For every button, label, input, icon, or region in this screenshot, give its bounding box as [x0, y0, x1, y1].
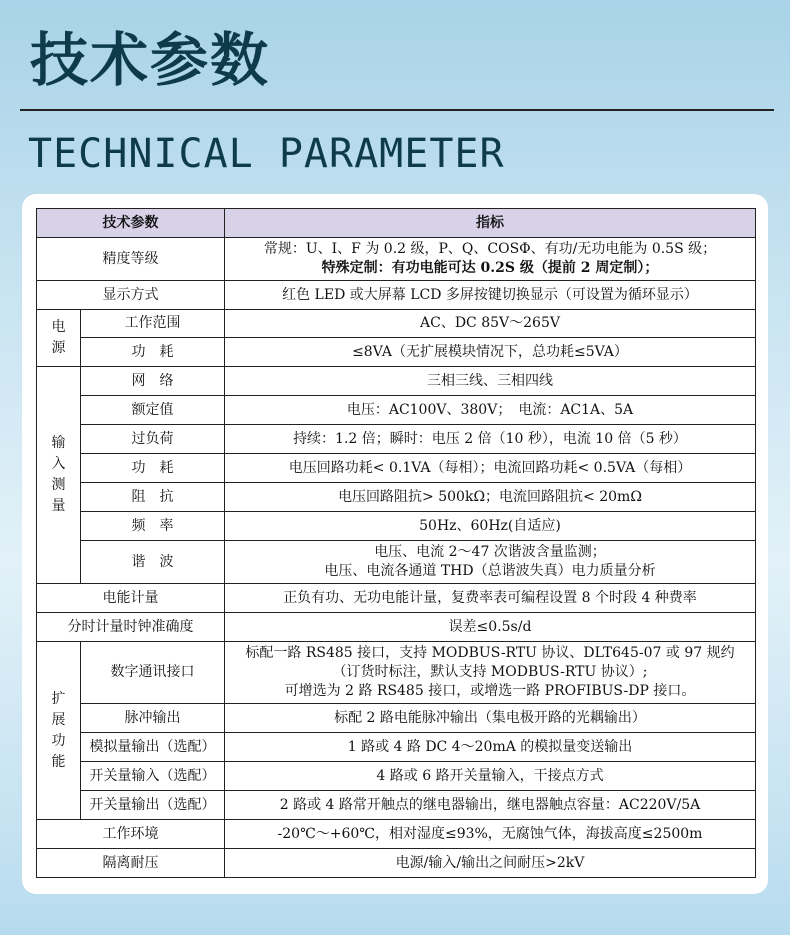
table-row [37, 849, 756, 878]
energy-value: 正负有功、无功电能计量，复费率表可编程设置 8 个时段 4 种费率 [225, 584, 756, 613]
di-value: 4 路或 6 路开关量输入，干接点方式 [225, 762, 756, 791]
page-title-chinese: 技术参数 [30, 26, 271, 94]
impedance-label: 阻 抗 [81, 483, 225, 512]
comm-line-1: 标配一路 RS485 接口，支持 MODBUS-RTU 协议、DLT645-07 或 97 规约 [245, 645, 735, 661]
input-consumption-label: 功 耗 [81, 454, 225, 483]
table-row [37, 762, 756, 791]
power-group-label [37, 310, 81, 367]
table-row [37, 310, 756, 338]
env-label: 工作环境 [37, 820, 225, 849]
input-group-char: 量 [51, 498, 66, 514]
isolation-label: 隔离耐压 [37, 849, 225, 878]
display-value: 红色 LED 或大屏幕 LCD 多屏按键切换显示（可设置为循环显示） [225, 281, 756, 310]
table-row [37, 367, 756, 396]
header-spec: 指标 [225, 209, 756, 238]
title-divider [20, 109, 774, 111]
ext-group-char: 功 [51, 732, 66, 749]
table-row [37, 454, 756, 483]
harmonic-label: 谐 波 [81, 541, 225, 584]
page-title-english: TECHNICAL PARAMETER [28, 131, 505, 177]
harmonic-value [225, 541, 756, 584]
input-group-char: 入 [51, 456, 66, 472]
frequency-label: 频 率 [81, 512, 225, 541]
table-row [37, 238, 756, 281]
parameter-table [36, 208, 756, 878]
ext-group-char: 扩 [51, 690, 66, 707]
rated-value: 电压：AC100V、380V； 电流：AC1A、5A [225, 396, 756, 425]
power-group-char: 源 [51, 340, 66, 356]
input-group-char: 测 [51, 477, 66, 493]
table-row [37, 613, 756, 642]
ext-group-char: 展 [51, 711, 66, 728]
table-row [37, 483, 756, 512]
accuracy-label: 精度等级 [37, 238, 225, 281]
di-label: 开关量输入（选配） [81, 762, 225, 791]
pulse-label: 脉冲输出 [81, 704, 225, 733]
analog-value: 1 路或 4 路 DC 4～20mA 的模拟量变送输出 [225, 733, 756, 762]
power-group-char: 电 [51, 319, 66, 335]
comm-line-2: （订货时标注，默认支持 MODBUS-RTU 协议）; [332, 664, 648, 680]
table-row [37, 396, 756, 425]
harmonic-line-2: 电压、电流各通道 THD（总谐波失真）电力质量分析 [324, 563, 656, 579]
env-value: -20℃～+60℃，相对湿度≤93%，无腐蚀气体，海拔高度≤2500m [225, 820, 756, 849]
ext-group-label [37, 642, 81, 820]
overload-value: 持续：1.2 倍；瞬时：电压 2 倍（10 秒），电流 10 倍（5 秒） [225, 425, 756, 454]
rated-label: 额定值 [81, 396, 225, 425]
do-label: 开关量输出（选配） [81, 791, 225, 820]
table-row [37, 281, 756, 310]
analog-label: 模拟量输出（选配） [81, 733, 225, 762]
comm-label: 数字通讯接口 [81, 642, 225, 704]
table-row [37, 512, 756, 541]
table-row [37, 642, 756, 704]
table-row [37, 820, 756, 849]
power-range-value: AC、DC 85V～265V [225, 310, 756, 338]
input-group-char: 输 [51, 435, 66, 451]
table-row [37, 733, 756, 762]
input-consumption-value: 电压回路功耗< 0.1VA（每相）；电流回路功耗< 0.5VA（每相） [225, 454, 756, 483]
impedance-value: 电压回路阻抗> 500kΩ；电流回路阻抗< 20mΩ [225, 483, 756, 512]
header-parameter: 技术参数 [37, 209, 225, 238]
table-row [37, 338, 756, 367]
table-row [37, 584, 756, 613]
power-consumption-label: 功 耗 [81, 338, 225, 367]
energy-label: 电能计量 [37, 584, 225, 613]
network-value: 三相三线、三相四线 [225, 367, 756, 396]
power-range-label: 工作范围 [81, 310, 225, 338]
isolation-value: 电源/输入/输出之间耐压>2kV [225, 849, 756, 878]
table-header-row [37, 209, 756, 238]
accuracy-line-1: 常规：U、I、F 为 0.2 级，P、Q、COSΦ、有功/无功电能为 0.5S 级； [263, 241, 717, 257]
table-row [37, 704, 756, 733]
overload-label: 过负荷 [81, 425, 225, 454]
clock-value: 误差≤0.5s/d [225, 613, 756, 642]
network-label: 网 络 [81, 367, 225, 396]
harmonic-line-1: 电压、电流 2～47 次谐波含量监测； [374, 544, 606, 560]
accuracy-value [225, 238, 756, 281]
power-consumption-value: ≤8VA（无扩展模块情况下，总功耗≤5VA） [225, 338, 756, 367]
table-row [37, 425, 756, 454]
display-label: 显示方式 [37, 281, 225, 310]
table-row [37, 541, 756, 584]
table-row [37, 791, 756, 820]
pulse-value: 标配 2 路电能脉冲输出（集电极开路的光耦输出） [225, 704, 756, 733]
clock-label: 分时计量时钟准确度 [37, 613, 225, 642]
do-value: 2 路或 4 路常开触点的继电器输出，继电器触点容量：AC220V/5A [225, 791, 756, 820]
comm-line-3: 可增选为 2 路 RS485 接口，或增选一路 PROFIBUS-DP 接口。 [284, 683, 696, 699]
accuracy-line-2: 特殊定制：有功电能可达 0.2S 级（提前 2 周定制）； [321, 260, 659, 276]
frequency-value: 50Hz、60Hz(自适应) [225, 512, 756, 541]
ext-group-char: 能 [51, 753, 66, 770]
input-group-label [37, 367, 81, 584]
comm-value [225, 642, 756, 704]
